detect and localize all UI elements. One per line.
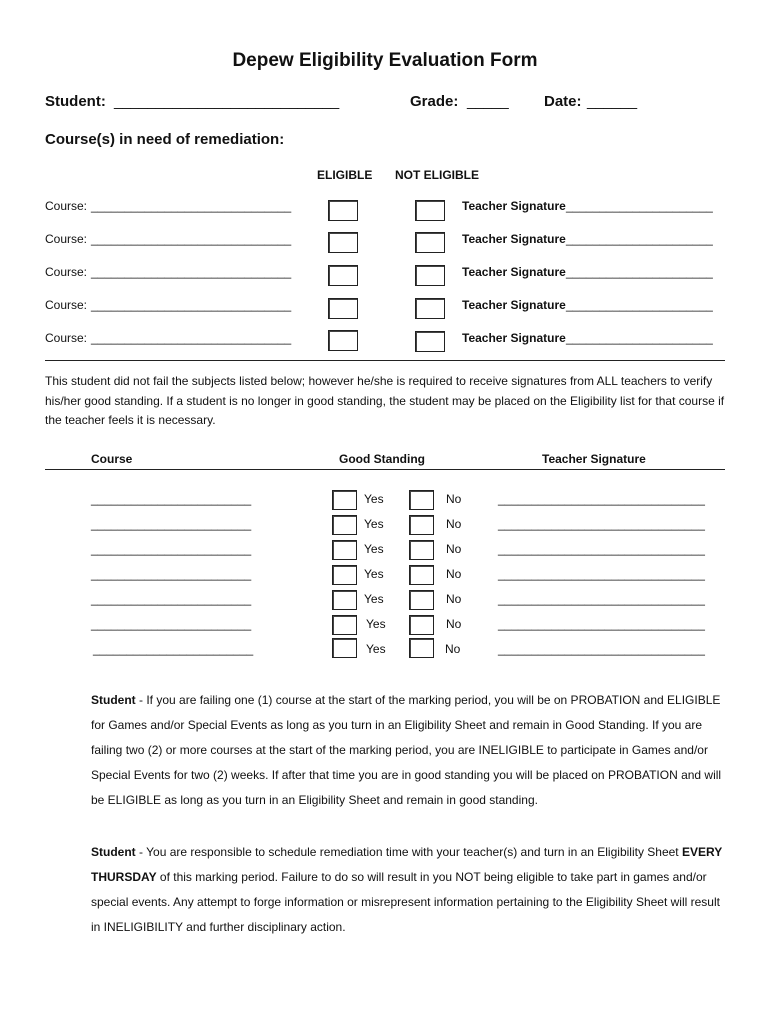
course-label: Course: bbox=[45, 232, 88, 246]
yes-checkbox[interactable] bbox=[332, 490, 357, 510]
eligible-checkbox[interactable] bbox=[328, 200, 358, 221]
form-title: Depew Eligibility Evaluation Form bbox=[232, 50, 538, 71]
teacher-signature-field[interactable]: _______________________________ bbox=[498, 567, 705, 581]
course-field[interactable]: ________________________ bbox=[91, 517, 252, 531]
notice-text: - If you are failing one (1) course at the start of the marking period, you will be on PROBATION and ELIGIBLE for Games and/or Special Events as long as you turn in an Eligibility Sheet and remain in Good Standing. If you are failing two (2) or more courses at the start of the marking period, you are INELIGIBLE to participate in Games and/or Special Events for two (2) weeks. If after that time you are in good standing you will be placed on PROBATION and will be ELIGIBLE as long as you turn in an Eligibility Sheet and remain in good standing. bbox=[91, 693, 722, 807]
teacher-signature-field[interactable]: _______________________________ bbox=[498, 492, 705, 506]
no-label: No bbox=[446, 517, 462, 531]
course-label: Course: bbox=[45, 199, 88, 213]
eligible-checkbox[interactable] bbox=[328, 330, 358, 351]
teacher-signature-label: Teacher Signature bbox=[462, 331, 566, 345]
teacher-signature-field[interactable]: ______________________ bbox=[566, 298, 713, 312]
yes-checkbox[interactable] bbox=[332, 638, 357, 658]
teacher-signature-label: Teacher Signature bbox=[462, 298, 566, 312]
no-checkbox[interactable] bbox=[409, 540, 434, 560]
probation-notice bbox=[91, 688, 731, 813]
teacher-signature-field[interactable]: _______________________________ bbox=[498, 542, 705, 556]
course-field[interactable]: ______________________________ bbox=[91, 331, 292, 345]
yes-checkbox[interactable] bbox=[332, 590, 357, 610]
teacher-signature-field[interactable]: _______________________________ bbox=[498, 642, 705, 656]
course-field[interactable]: ________________________ bbox=[91, 567, 252, 581]
yes-checkbox[interactable] bbox=[332, 565, 357, 585]
course-field[interactable]: ________________________ bbox=[91, 492, 252, 506]
course-field[interactable]: ________________________ bbox=[91, 592, 252, 606]
student-label: Student: bbox=[45, 93, 106, 110]
no-checkbox[interactable] bbox=[409, 638, 434, 658]
course-field[interactable]: ______________________________ bbox=[91, 265, 292, 279]
course-field[interactable]: ________________________ bbox=[91, 542, 252, 556]
yes-checkbox[interactable] bbox=[332, 540, 357, 560]
yes-label: Yes bbox=[364, 542, 384, 556]
yes-label: Yes bbox=[364, 567, 384, 581]
no-label: No bbox=[446, 617, 462, 631]
column-header-course: Course bbox=[91, 452, 133, 466]
section-divider bbox=[45, 360, 725, 361]
course-label: Course: bbox=[45, 298, 88, 312]
teacher-signature-field[interactable]: _______________________________ bbox=[498, 617, 705, 631]
notice-lead: Student bbox=[91, 845, 136, 859]
yes-label: Yes bbox=[366, 642, 386, 656]
not-eligible-checkbox[interactable] bbox=[415, 265, 445, 286]
course-label: Course: bbox=[45, 331, 88, 345]
remediation-notice bbox=[91, 840, 731, 940]
course-field[interactable]: ______________________________ bbox=[91, 199, 292, 213]
notice-lead: Student bbox=[91, 693, 136, 707]
yes-checkbox[interactable] bbox=[332, 615, 357, 635]
student-field[interactable]: ___________________________ bbox=[114, 93, 340, 110]
teacher-signature-field[interactable]: ______________________ bbox=[566, 232, 713, 246]
standing-instructions: This student did not fail the subjects listed below; however he/she is required to receive signatures from ALL teachers to verify his/her good standing. If a student is no longer in good standing, the student may be placed on the Eligibility list for that course if the teacher feels it is necessary. bbox=[45, 374, 725, 427]
eligible-checkbox[interactable] bbox=[328, 265, 358, 286]
no-label: No bbox=[446, 542, 462, 556]
grade-label: Grade: bbox=[410, 93, 459, 110]
no-label: No bbox=[446, 492, 462, 506]
column-header-good-standing: Good Standing bbox=[339, 452, 425, 466]
course-field[interactable]: ______________________________ bbox=[91, 298, 292, 312]
course-field[interactable]: ________________________ bbox=[91, 617, 252, 631]
not-eligible-header: NOT ELIGIBLE bbox=[395, 168, 479, 182]
teacher-signature-label: Teacher Signature bbox=[462, 232, 566, 246]
eligible-checkbox[interactable] bbox=[328, 298, 358, 319]
eligible-checkbox[interactable] bbox=[328, 232, 358, 253]
teacher-signature-field[interactable]: _______________________________ bbox=[498, 592, 705, 606]
yes-checkbox[interactable] bbox=[332, 515, 357, 535]
yes-label: Yes bbox=[366, 617, 386, 631]
course-field[interactable]: ______________________________ bbox=[91, 232, 292, 246]
no-label: No bbox=[445, 642, 461, 656]
course-field[interactable]: ________________________ bbox=[93, 642, 254, 656]
grade-field[interactable]: _____ bbox=[467, 93, 509, 110]
yes-label: Yes bbox=[364, 592, 384, 606]
no-checkbox[interactable] bbox=[409, 615, 434, 635]
not-eligible-checkbox[interactable] bbox=[415, 331, 445, 352]
no-label: No bbox=[446, 567, 462, 581]
eligible-header: ELIGIBLE bbox=[317, 168, 373, 182]
teacher-signature-field[interactable]: ______________________ bbox=[566, 199, 713, 213]
date-field[interactable]: ______ bbox=[587, 93, 638, 110]
yes-label: Yes bbox=[364, 492, 384, 506]
teacher-signature-field[interactable]: ______________________ bbox=[566, 331, 713, 345]
course-label: Course: bbox=[45, 265, 88, 279]
teacher-signature-label: Teacher Signature bbox=[462, 265, 566, 279]
notice-emphasis: EVERY THURSDAY bbox=[91, 845, 723, 884]
no-checkbox[interactable] bbox=[409, 590, 434, 610]
teacher-signature-label: Teacher Signature bbox=[462, 199, 566, 213]
teacher-signature-field[interactable]: _______________________________ bbox=[498, 517, 705, 531]
column-header-teacher-signature: Teacher Signature bbox=[542, 452, 646, 466]
no-label: No bbox=[446, 592, 462, 606]
not-eligible-checkbox[interactable] bbox=[415, 298, 445, 319]
remediation-heading: Course(s) in need of remediation: bbox=[45, 131, 285, 148]
yes-label: Yes bbox=[364, 517, 384, 531]
not-eligible-checkbox[interactable] bbox=[415, 200, 445, 221]
not-eligible-checkbox[interactable] bbox=[415, 232, 445, 253]
teacher-signature-field[interactable]: ______________________ bbox=[566, 265, 713, 279]
no-checkbox[interactable] bbox=[409, 565, 434, 585]
notice-text-continued: of this marking period. Failure to do so will result in you NOT being eligible to take part in games and/or special events. Any attempt to forge information or misrepresent information pertaining to the Eligibility Sheet will result in INELIGIBILITY and further disciplinary action. bbox=[91, 870, 720, 934]
date-label: Date: bbox=[544, 93, 582, 110]
no-checkbox[interactable] bbox=[409, 515, 434, 535]
notice-text: - You are responsible to schedule remediation time with your teacher(s) and turn in an Eligibility Sheet bbox=[135, 845, 682, 859]
no-checkbox[interactable] bbox=[409, 490, 434, 510]
table-header-rule bbox=[45, 469, 725, 470]
